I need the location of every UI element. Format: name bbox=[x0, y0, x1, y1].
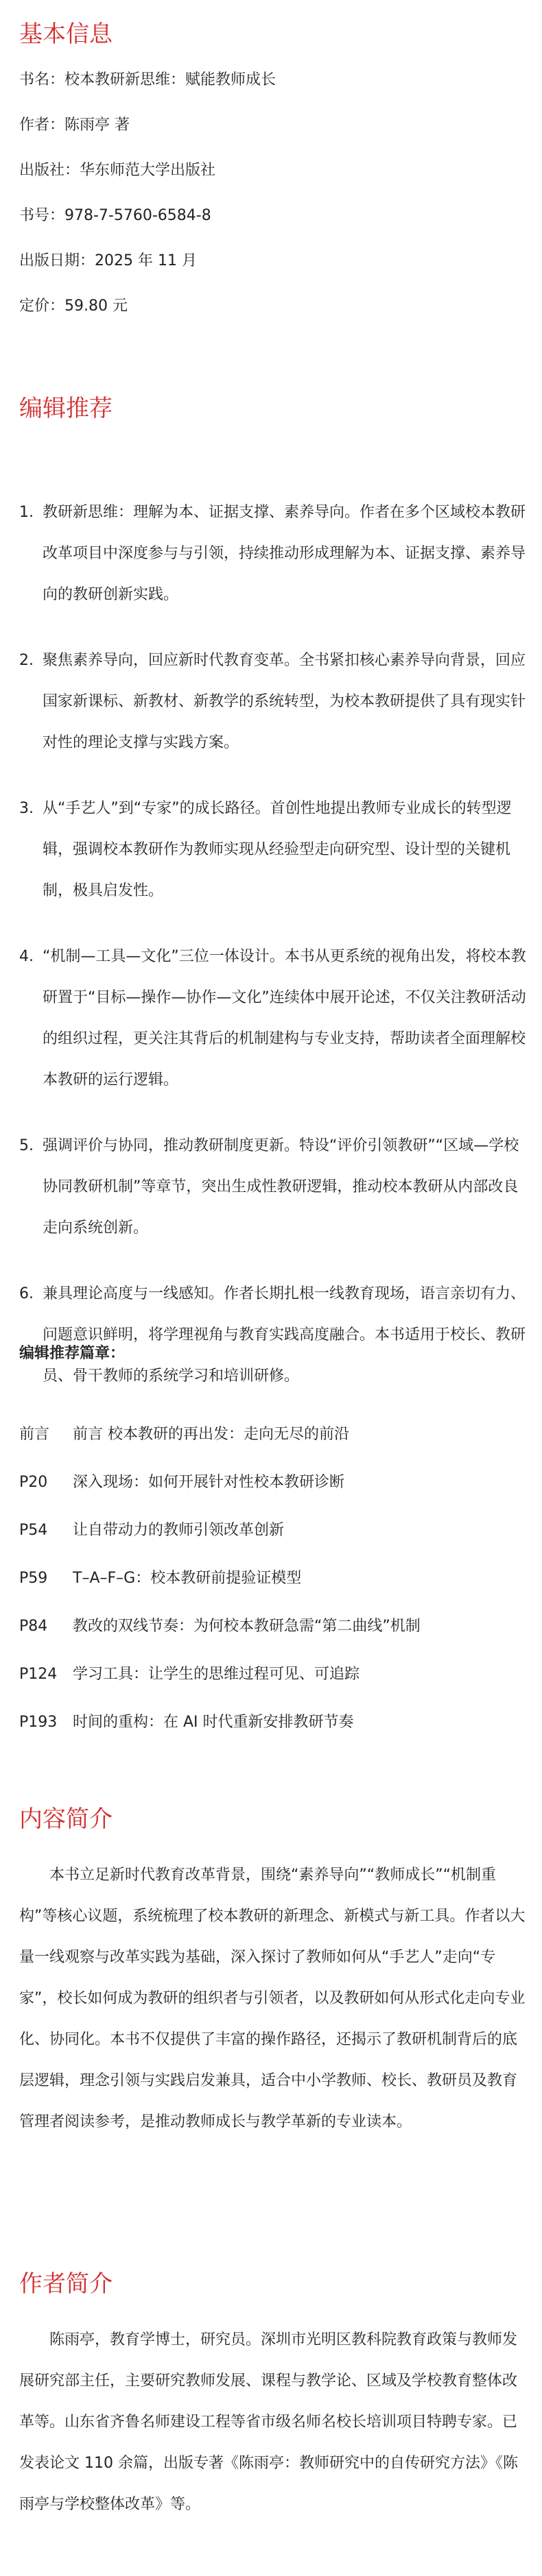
chapter-title: 学习工具：让学生的思维过程可见、可追踪 bbox=[73, 1666, 360, 1683]
chapter-page: P84 bbox=[19, 1618, 48, 1635]
recommended-chapters-list bbox=[19, 1422, 527, 1758]
recommend-item-number: 5. bbox=[19, 1137, 34, 1154]
book-isbn: 书号：978-7-5760-6584-8 bbox=[19, 207, 211, 224]
recommend-item-number: 1. bbox=[19, 504, 34, 521]
chapter-item bbox=[19, 1518, 527, 1544]
recommend-item bbox=[19, 788, 527, 912]
chapter-title: 让自带动力的教师引领改革创新 bbox=[73, 1522, 285, 1539]
book-publisher: 出版社：华东师范大学出版社 bbox=[19, 162, 216, 179]
chapter-page: P20 bbox=[19, 1474, 48, 1491]
book-publish-date: 出版日期：2025 年 11 月 bbox=[19, 252, 197, 269]
chapter-item bbox=[19, 1614, 527, 1640]
recommend-item bbox=[19, 936, 527, 1101]
recommend-list bbox=[19, 492, 527, 1422]
chapter-item bbox=[19, 1662, 527, 1688]
recommend-item bbox=[19, 492, 527, 616]
recommend-item-number: 4. bbox=[19, 948, 34, 965]
recommend-item-text: 兼具理论高度与一线感知。作者长期扎根一线教育现场，语言亲切有力、问题意识鲜明，将学理视角与教育实践高度融合。本书适用于校长、教研员、骨干教师的系统学习和培训研修。 bbox=[43, 1285, 526, 1385]
chapter-item bbox=[19, 1566, 527, 1592]
chapter-title: 前言 校本教研的再出发：走向无尽的前沿 bbox=[73, 1426, 349, 1443]
chapter-item bbox=[19, 1422, 527, 1448]
basic-info-title: 基本信息 bbox=[19, 21, 113, 48]
summary-title: 内容简介 bbox=[19, 1806, 113, 1833]
chapter-page: P54 bbox=[19, 1522, 48, 1539]
author-title: 作者简介 bbox=[19, 2270, 113, 2298]
author-text: 陈雨亭，教育学博士，研究员。深圳市光明区教科院教育政策与教师发展研究部主任，主要研究教师发展、课程与教学论、区域及学校教育整体改革等。山东省齐鲁名师建设工程等省市级名师名校长培训项目特聘专家。已发表论文 110 余篇，出版专著《陈雨亭：教师研究中的自传研究方法》《陈雨亭与学校整体改革》等。 bbox=[19, 2331, 518, 2513]
chapter-title: 教改的双线节奏：为何校本教研急需“第二曲线”机制 bbox=[73, 1618, 421, 1635]
chapter-title: T–A–F–G：校本教研前提验证模型 bbox=[73, 1570, 302, 1587]
recommend-item-text: 强调评价与协同，推动教研制度更新。特设“评价引领教研”“区域—学校协同教研机制”等章节，突出生成性教研逻辑，推动校本教研从内部改良走向系统创新。 bbox=[43, 1137, 519, 1237]
book-price: 定价：59.80 元 bbox=[19, 297, 128, 315]
recommend-item-text: 从“手艺人”到“专家”的成长路径。首创性地提出教师专业成长的转型逻辑，强调校本教研作为教师实现从经验型走向研究型、设计型的关键机制，极具启发性。 bbox=[43, 800, 512, 899]
book-author: 作者：陈雨亭 著 bbox=[19, 117, 130, 134]
chapter-item bbox=[19, 1470, 527, 1496]
chapter-page: P124 bbox=[19, 1666, 58, 1683]
recommend-item bbox=[19, 1126, 527, 1249]
recommend-title: 编辑推荐 bbox=[19, 395, 113, 422]
recommend-item-number: 3. bbox=[19, 800, 34, 817]
chapter-item bbox=[19, 1710, 527, 1736]
recommend-item-text: 聚焦素养导向，回应新时代教育变革。全书紧扣核心素养导向背景，回应国家新课标、新教材、新教学的系统转型，为校本教研提供了具有现实针对性的理论支撑与实践方案。 bbox=[43, 652, 526, 751]
recommend-item-number: 2. bbox=[19, 652, 34, 669]
chapter-page: P193 bbox=[19, 1714, 58, 1731]
recommend-item-number: 6. bbox=[19, 1285, 34, 1302]
recommend-item bbox=[19, 640, 527, 764]
summary-text: 本书立足新时代教育改革背景，围绕“素养导向”“教师成长”“机制重构”等核心议题，系统梳理了校本教研的新理念、新模式与新工具。作者以大量一线观察与改革实践为基础，深入探讨了教师如何从“手艺人”走向“专家”，校长如何成为教研的组织者与引领者，以及教研如何从形式化走向专业化、协同化。本书不仅提供了丰富的操作路径，还揭示了教研机制背后的底层逻辑，理念引领与实践启发兼具，适合中小学教师、校长、教研员及教育管理者阅读参考，是推动教师成长与教学革新的专业读本。 bbox=[19, 1867, 526, 2130]
book-name: 书名：校本教研新思维：赋能教师成长 bbox=[19, 71, 276, 88]
recommend-item-text: “机制—工具—文化”三位一体设计。本书从更系统的视角出发，将校本教研置于“目标—操作—协作—文化”连续体中展开论述，不仅关注教研活动的组织过程，更关注其背后的机制建构与专业支持，帮助读者全面理解校本教研的运行逻辑。 bbox=[43, 948, 526, 1089]
recommend-item bbox=[19, 1274, 527, 1397]
chapter-page: P59 bbox=[19, 1570, 48, 1587]
chapter-title: 时间的重构：在 AI 时代重新安排教研节奏 bbox=[73, 1714, 354, 1731]
chapter-title: 深入现场：如何开展针对性校本教研诊断 bbox=[73, 1474, 345, 1491]
chapter-page: 前言 bbox=[19, 1426, 50, 1443]
recommended-chapters-heading: 编辑推荐篇章： bbox=[19, 1345, 126, 1362]
recommend-item-text: 教研新思维：理解为本、证据支撑、素养导向。作者在多个区域校本教研改革项目中深度参与与引领，持续推动形成理解为本、证据支撑、素养导向的教研创新实践。 bbox=[43, 504, 526, 603]
